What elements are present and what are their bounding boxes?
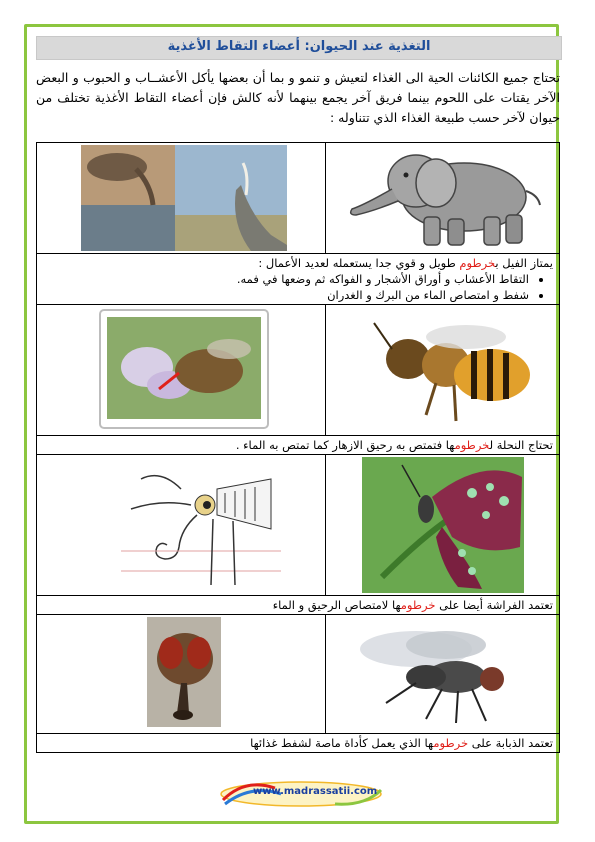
elephant-illustration-cell — [326, 143, 560, 254]
elephant-caption: يمتاز الفيل بخرطوم طويل و قوي جدا يستعمله لعديد الأعمال : • التقاط الأعشاب و أوراق الأشجار و الفواكه ثم وضعها في فمه. • شفط و امتصاص الماء من البرك و الغدران — [37, 254, 560, 305]
elephant-photo-cell — [37, 143, 326, 254]
butterfly-diagram-cell — [37, 455, 326, 596]
elephant-illustration — [344, 145, 544, 251]
fly-caption: تعتمد الذبابة على خرطومها الذي يعمل كأداة ماصة لشفط غذائها — [37, 734, 560, 753]
elephant-uses-list — [43, 271, 553, 303]
fly-closeup-cell — [37, 615, 326, 734]
butterfly-proboscis-diagram — [121, 459, 281, 589]
elephant-drinking-photo — [81, 145, 287, 251]
butterfly-photo-cell — [326, 455, 560, 596]
bee-photo — [356, 311, 536, 429]
fly-photo-cell — [326, 615, 560, 734]
fly-photo — [346, 619, 546, 729]
intro-paragraph: تحتاج جميع الكائنات الحية الى الغذاء لتعيش و تنمو و بما أن بعضها يأكل الأعشــاب و الحبوب و البعض الآخر يقتات على اللحوم بينما فريق آخر يجمع بينهما لأنه كالش فإن أعضاء التقاط الأغذية تختلف من حيوان لآخر حسب طبيعة الغذاء الذي تتناوله : — [36, 70, 560, 125]
animals-table — [36, 142, 560, 753]
butterfly-caption: تعتمد الفراشة أيضا على خرطومها لامتصاص الرحيق و الماء — [37, 596, 560, 615]
site-logo[interactable] — [215, 778, 385, 808]
bee-photo-cell — [326, 305, 560, 436]
fly-closeup-photo — [147, 617, 221, 727]
list-item: • شفط و امتصاص الماء من البرك و الغدران — [43, 287, 529, 303]
bee-flower-photo-cell — [37, 305, 326, 436]
list-item: • التقاط الأعشاب و أوراق الأشجار و الفواكه ثم وضعها في فمه. — [43, 271, 529, 287]
page-title: التغذية عند الحيوان: أعضاء التقاط الأغذية — [167, 39, 431, 54]
bee-caption: تحتاج النحلة لخرطومها فتمتص به رحيق الازهار كما تمتص به الماء . — [37, 436, 560, 455]
title-bar — [36, 36, 562, 60]
bee-on-flower-photo — [99, 309, 269, 429]
butterfly-photo — [362, 457, 524, 593]
site-url[interactable]: www.madrassatii.com — [253, 786, 378, 797]
